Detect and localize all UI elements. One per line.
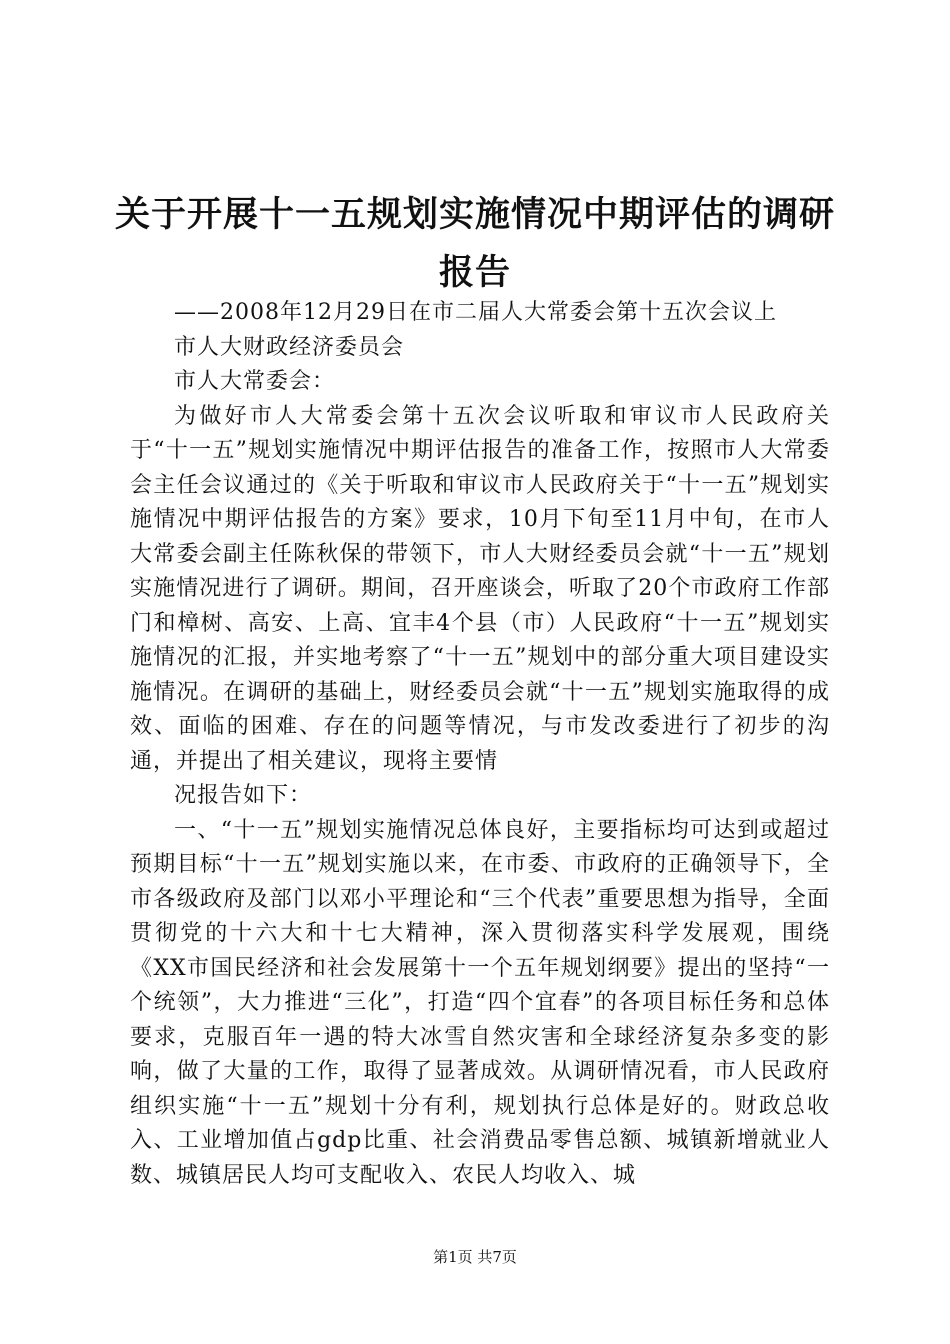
document-title: 关于开展十一五规划实施情况中期评估的调研报告 [114,195,835,293]
subtitle-line: ——2008年12月29日在市二届人大常委会第十五次会议上 [174,300,777,325]
body-paragraph: 况报告如下： [174,783,313,808]
salutation: 市人大常委会： [174,369,336,394]
author-line: 市人大财政经济委员会 [174,334,405,360]
body-paragraph: 为做好市人大常委会第十五次会议听取和审议市人民政府关于“十一五”规划实施情况中期评估报告的准备工作，按照市人大常委会主任会议通过的《关于听取和审议市人民政府关于“十一五”规划实施情况中期评估报告的方案》要求，10月下旬至11月中旬，在市人大常委会副主任陈秋保的带领下，市人大财经委员会就“十一五”规划实施情况进行了调研。期间，召开座谈会，听取了20个市政府工作部门和樟树、高安、上高、宜丰4个县（市）人民政府“十一五”规划实施情况的汇报，并实地考察了“十一五”规划中的部分重大项目建设实施情况。在调研的基础上，财经委员会就“十一五”规划实施取得的成效、面临的困难、存在的问题等情况，与市发改委进行了初步的沟通，并提出了相关建议，现将主要情 [130,403,830,774]
document-body [130,296,830,1193]
body-paragraph: 一、“十一五”规划实施情况总体良好，主要指标均可达到或超过预期目标“十一五”规划实施以来，在市委、市政府的正确领导下，全市各级政府及部门以邓小平理论和“三个代表”重要思想为指导，全面贯彻党的十六大和十七大精神，深入贯彻落实科学发展观，围绕《XX市国民经济和社会发展第十一个五年规划纲要》提出的坚持“一个统领”，大力推进“三化”，打造“四个宜春”的各项目标任务和总体要求，克服百年一遇的特大冰雪自然灾害和全球经济复杂多变的影响，做了大量的工作，取得了显著成效。从调研情况看，市人民政府组织实施“十一五”规划十分有利，规划执行总体是好的。财政总收入、工业增加值占gdp比重、社会消费品零售总额、城镇新增就业人数、城镇居民人均可支配收入、农民人均收入、城 [130,817,830,1188]
page-footer: 第1页 共7页 [433,1248,517,1266]
